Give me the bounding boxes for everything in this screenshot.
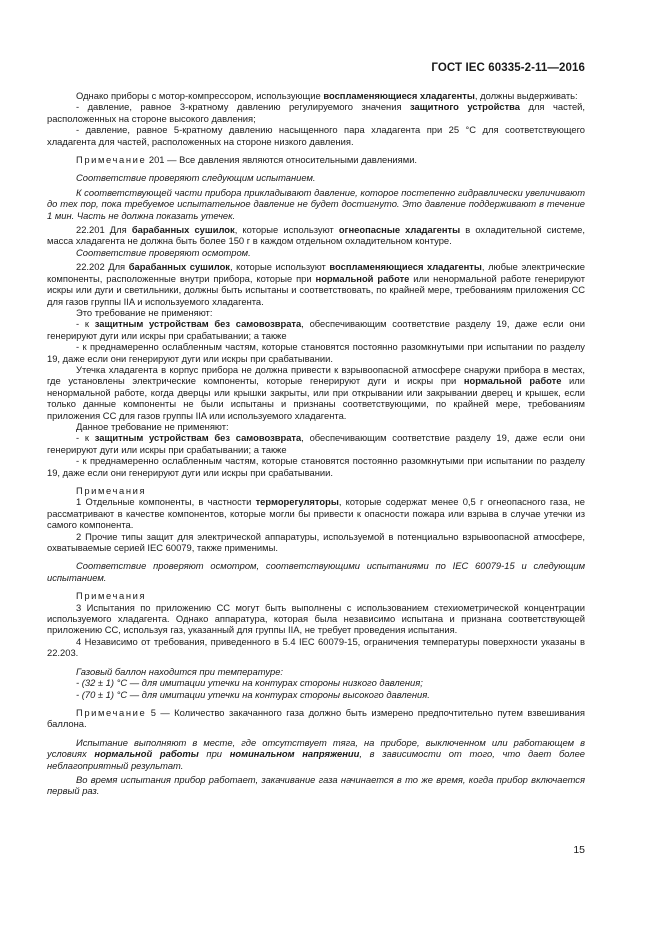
text-run: 3 Испытания по приложению СС могут быть выполнены с использованием стехиометрической концентрации используемого хладагента. Однако аппаратура, которая была независимо испытана и признана соответствующей приложению СС, используя газ, указанный для группы IIA, не требует проведения испытания.	[47, 601, 585, 636]
text-run: Примечания	[76, 485, 147, 496]
paragraph-p28	[47, 737, 585, 771]
paragraph-p15	[47, 432, 585, 455]
text-run: Примечание	[76, 154, 147, 166]
page-number: 15	[573, 844, 585, 856]
text-run: - (70 ± 1) °С — для имитации утечки на контурах стороны высокого давления.	[76, 688, 430, 700]
text-run: Испытание выполняют в месте, где отсутствует тяга, на приборе, выключенном или работающем в условиях	[47, 736, 585, 760]
paragraph-p5	[47, 172, 585, 183]
text-run: Данное требование не применяют:	[76, 420, 229, 432]
paragraph-p7	[47, 224, 585, 247]
text-run: барабанных сушилок	[128, 261, 230, 273]
text-run: нормальной работе	[315, 272, 410, 284]
standard-header: ГОСТ IEC 60335-2-11—2016	[431, 62, 585, 74]
text-run: номинальном напряжении	[229, 748, 360, 760]
text-run: 4 Независимо от требования, приведенного в 5.4 IEC 60079-15, ограничения температуры поверхности указаны в 22.203.	[47, 635, 585, 659]
text-run: , должны выдерживать:	[474, 90, 578, 101]
paragraph-p13	[47, 364, 585, 421]
text-run: , обеспечивающим соответствие разделу 19, даже если они генерируют дуги или искры при срабатывании; а также	[47, 432, 586, 455]
text-run: Это требование не применяют:	[76, 306, 213, 318]
paragraph-p10	[47, 307, 585, 318]
text-run: воспламеняющиеся хладагенты	[329, 261, 482, 273]
paragraph-p14	[47, 421, 585, 432]
text-run: Газовый баллон находится при температуре:	[76, 665, 284, 677]
text-run: в охладительной системе, масса хладагента не должна быть более 150 г в каждом отдельном охладительном контуре.	[47, 224, 585, 247]
text-run: Соответствие проверяют осмотром, соответствующими испытаниями по IEC 60079-15 и следующим испытанием.	[47, 560, 585, 583]
paragraph-p24	[47, 666, 585, 677]
text-run: защитным устройствам без самовозврата	[94, 318, 302, 330]
text-run: Примечание	[76, 706, 147, 718]
text-run: - давление, равное 3-кратному давлению регулируемого значения	[76, 101, 410, 113]
paragraph-p27	[47, 707, 585, 730]
paragraph-p29	[47, 774, 585, 797]
text-run: 201 — Все давления являются относительными давлениями.	[146, 154, 418, 166]
text-run: терморегуляторы	[255, 496, 339, 508]
text-run: - к	[76, 432, 95, 444]
text-run: - (32 ± 1) °С — для имитации утечки на контурах стороны низкого давления;	[76, 677, 423, 689]
text-run: 22.202 Для	[76, 261, 129, 273]
text-run: нормальной работы	[94, 748, 199, 760]
text-run: или ненормальной работе, когда дверцы или крышки закрыты, или при открывании или закрывании дверец и крышек, если только данные компоненты не были испытаны и признаны соответствующими, по крайней мере, требованиям приложения СС для газов группы IIA или используемого хладагента.	[47, 375, 585, 421]
paragraph-p18	[47, 496, 585, 530]
text-run: Утечка хладагента в корпус прибора не должна привести к взрывоопасной атмосфере снаружи прибора в местах, где установлены электрические компоненты, которые генерируют дуги и искры при	[47, 363, 585, 387]
paragraph-p23	[47, 636, 585, 659]
paragraph-p3	[47, 124, 585, 147]
paragraph-p1	[47, 90, 585, 101]
paragraph-p2	[47, 101, 585, 124]
text-run: 5 — Количество закачанного газа должно быть измерено предпочтительно путем взвешивания баллона.	[47, 706, 585, 730]
paragraph-p11	[47, 318, 585, 341]
text-run: барабанных сушилок	[131, 224, 235, 236]
text-run: для частей, расположенных на стороне высокого давления;	[47, 101, 585, 124]
body-text	[47, 90, 585, 797]
text-run: защитного устройства	[409, 101, 521, 113]
text-run: Примечания	[76, 590, 147, 602]
text-run: Однако приборы с мотор-компрессором, использующие	[76, 90, 324, 101]
text-run: - к преднамеренно ослабленным частям, которые становятся постоянно разомкнутыми при испытании по разделу 19, даже если они генерируют дуги или искры при срабатывании.	[47, 455, 585, 478]
paragraph-p16	[47, 455, 585, 478]
text-run: , обеспечивающим соответствие разделу 19, даже если они генерируют дуги или искры при срабатывании; а также	[47, 318, 586, 341]
paragraph-p20	[47, 560, 585, 583]
text-run: нормальной работе	[463, 375, 562, 387]
paragraph-p8	[47, 247, 585, 258]
text-run: Соответствие проверяют следующим испытанием.	[76, 172, 316, 184]
text-run: защитным устройствам без самовозврата	[94, 432, 302, 444]
text-run: 2 Прочие типы защит для электрической аппаратуры, используемой в потенциально взрывоопасной атмосфере, охватываемые серией IEC 60079, также применимы.	[47, 530, 585, 554]
text-run: воспламеняющиеся хладагенты	[323, 90, 475, 101]
paragraph-p22	[47, 602, 585, 636]
text-run: 22.201 Для	[76, 224, 132, 236]
paragraph-p26	[47, 689, 585, 700]
text-run: Соответствие проверяют осмотром.	[76, 246, 251, 258]
paragraph-p9	[47, 261, 585, 307]
paragraph-p17	[47, 485, 585, 496]
paragraph-p25	[47, 677, 585, 688]
paragraph-p6	[47, 187, 585, 221]
text-run: , которые используют	[234, 224, 339, 236]
text-run: или ненормальной работе генерируют искры или дуги и светильники, должны быть испытаны и соответствовать, по крайней мере, требованиям приложения СС для газов группы IIA и используемого хладагента.	[47, 272, 585, 307]
text-run: - к преднамеренно ослабленным частям, которые становятся постоянно разомкнутыми при испытании по разделу 19, даже если они генерируют дуги или искры при срабатывании.	[47, 341, 585, 364]
text-run: , которые содержат менее 0,5 г огнеопасного газа, не рассматривают в качестве компонентов, которые могли бы привести к опасности пожара или взрыва в случае утечки из самого компонента.	[47, 496, 586, 531]
text-run: Во время испытания прибор работает, закачивание газа начинается в то же время, когда прибор включается первый раз.	[47, 773, 585, 797]
text-run: К соответствующей части прибора прикладывают давление, которое постепенно гидравлически увеличивают до тех пор, пока требуемое испытательное давление не будет достигнуто. Это давление поддерживают в течение 1 мин. Часть не должна показать утечек.	[47, 186, 585, 221]
text-run: 1 Отдельные компоненты, в частности	[76, 496, 256, 508]
paragraph-p21	[47, 590, 585, 601]
text-run: , которые используют	[230, 261, 330, 273]
text-run: - к	[76, 318, 95, 330]
text-run: огнеопасные хладагенты	[338, 224, 461, 236]
text-run: , любые электрические компоненты, расположенные внутри прибора, которые при	[47, 261, 586, 284]
text-run: - давление, равное 5-кратному давлению насыщенного пара хладагента при 25 °С для соответствующего хладагента для частей, расположенных на стороне низкого давления.	[47, 124, 585, 147]
paragraph-p4	[47, 154, 585, 165]
paragraph-p12	[47, 341, 585, 364]
text-run: при	[198, 748, 230, 760]
text-run: , в зависимости от того, что дает более неблагоприятный результат.	[47, 748, 586, 771]
paragraph-p19	[47, 531, 585, 554]
